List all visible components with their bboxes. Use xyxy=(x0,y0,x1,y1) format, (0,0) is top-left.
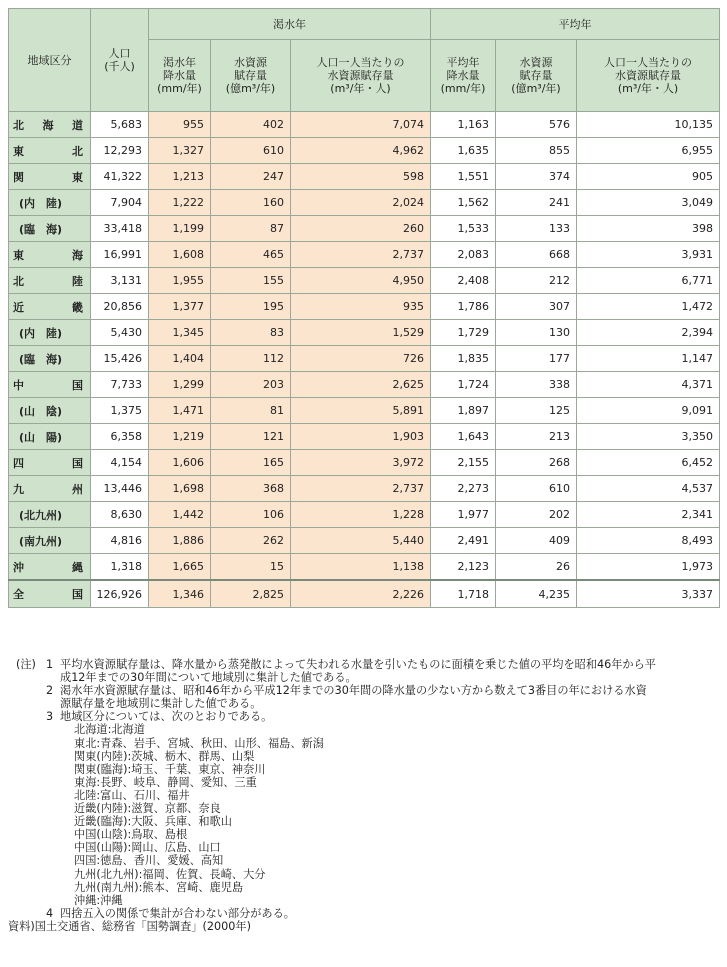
cell-pop: 16,991 xyxy=(91,242,149,268)
cell-avg-storage: 133 xyxy=(496,216,577,242)
cell-dry-storage: 203 xyxy=(211,372,291,398)
cell-avg-storage: 374 xyxy=(496,164,577,190)
cell-pop: 6,358 xyxy=(91,424,149,450)
cell-avg-precip: 2,491 xyxy=(431,528,496,554)
region-cell: 中 国 xyxy=(9,372,91,398)
cell-dry-per-capita: 2,737 xyxy=(291,242,431,268)
cell-dry-per-capita: 1,903 xyxy=(291,424,431,450)
cell-avg-per-capita: 10,135 xyxy=(577,112,720,138)
table-row xyxy=(9,164,720,190)
cell-avg-precip: 1,533 xyxy=(431,216,496,242)
region-cell: 九 州 xyxy=(9,476,91,502)
cell-pop: 126,926 xyxy=(91,580,149,608)
table-row xyxy=(9,398,720,424)
region-cell: 四 国 xyxy=(9,450,91,476)
cell-dry-precip: 1,346 xyxy=(149,580,211,608)
table-row xyxy=(9,424,720,450)
cell-dry-storage: 87 xyxy=(211,216,291,242)
document-page xyxy=(8,8,719,933)
table-row xyxy=(9,216,720,242)
region-definition: 九州(北九州):福岡、佐賀、長崎、大分 xyxy=(74,867,266,881)
cell-dry-storage: 165 xyxy=(211,450,291,476)
cell-avg-storage: 202 xyxy=(496,502,577,528)
cell-dry-per-capita: 260 xyxy=(291,216,431,242)
region-cell: 関 東 xyxy=(9,164,91,190)
table-row xyxy=(9,476,720,502)
cell-avg-storage: 26 xyxy=(496,554,577,581)
cell-dry-per-capita: 1,138 xyxy=(291,554,431,581)
cell-avg-per-capita: 398 xyxy=(577,216,720,242)
header-dry-precip: 渇水年 降水量 (mm/年) xyxy=(149,40,211,112)
cell-pop: 7,904 xyxy=(91,190,149,216)
region-cell: 東 北 xyxy=(9,138,91,164)
cell-avg-precip: 1,635 xyxy=(431,138,496,164)
cell-dry-storage: 155 xyxy=(211,268,291,294)
table-row xyxy=(9,190,720,216)
region-definition: 北陸:富山、石川、福井 xyxy=(74,788,190,802)
header-avg-per-capita: 人口一人当たりの 水資源賦存量 (m³/年・人) xyxy=(577,40,720,112)
cell-dry-storage: 402 xyxy=(211,112,291,138)
cell-avg-precip: 1,835 xyxy=(431,346,496,372)
header-drought-year: 渇水年 xyxy=(149,9,431,40)
cell-dry-storage: 368 xyxy=(211,476,291,502)
cell-dry-precip: 1,213 xyxy=(149,164,211,190)
cell-dry-precip: 1,377 xyxy=(149,294,211,320)
cell-avg-per-capita: 3,337 xyxy=(577,580,720,608)
header-region: 地域区分 xyxy=(9,9,91,112)
cell-avg-precip: 1,977 xyxy=(431,502,496,528)
cell-avg-precip: 1,562 xyxy=(431,190,496,216)
header-average-year: 平均年 xyxy=(431,9,720,40)
region-cell: (内 陸) xyxy=(9,320,91,346)
region-cell: (臨 海) xyxy=(9,346,91,372)
header-population: 人口 (千人) xyxy=(91,9,149,112)
table-row xyxy=(9,554,720,581)
cell-avg-per-capita: 2,341 xyxy=(577,502,720,528)
table-row xyxy=(9,112,720,138)
cell-pop: 7,733 xyxy=(91,372,149,398)
region-definition: 関東(臨海):埼玉、千葉、東京、神奈川 xyxy=(74,762,266,776)
region-cell: (臨 海) xyxy=(9,216,91,242)
cell-avg-precip: 1,897 xyxy=(431,398,496,424)
cell-avg-storage: 241 xyxy=(496,190,577,216)
cell-dry-per-capita: 4,950 xyxy=(291,268,431,294)
cell-dry-storage: 195 xyxy=(211,294,291,320)
region-cell: (山 陰) xyxy=(9,398,91,424)
cell-dry-storage: 112 xyxy=(211,346,291,372)
note-line: 3 地域区分については、次のとおりである。 xyxy=(46,710,273,724)
table-row xyxy=(9,138,720,164)
cell-dry-precip: 1,955 xyxy=(149,268,211,294)
table-row xyxy=(9,346,720,372)
cell-dry-storage: 262 xyxy=(211,528,291,554)
cell-avg-per-capita: 3,350 xyxy=(577,424,720,450)
cell-dry-per-capita: 1,529 xyxy=(291,320,431,346)
region-cell: 近 畿 xyxy=(9,294,91,320)
cell-dry-precip: 1,698 xyxy=(149,476,211,502)
cell-pop: 41,322 xyxy=(91,164,149,190)
cell-dry-storage: 81 xyxy=(211,398,291,424)
cell-dry-storage: 465 xyxy=(211,242,291,268)
water-resources-table xyxy=(8,8,720,608)
cell-dry-per-capita: 726 xyxy=(291,346,431,372)
cell-avg-precip: 2,083 xyxy=(431,242,496,268)
cell-pop: 5,683 xyxy=(91,112,149,138)
cell-avg-storage: 125 xyxy=(496,398,577,424)
cell-avg-per-capita: 3,931 xyxy=(577,242,720,268)
region-cell: (南九州) xyxy=(9,528,91,554)
table-row xyxy=(9,320,720,346)
region-definition: 東北:青森、岩手、宮城、秋田、山形、福島、新潟 xyxy=(74,736,324,750)
cell-avg-storage: 268 xyxy=(496,450,577,476)
cell-avg-precip: 1,786 xyxy=(431,294,496,320)
region-cell: (山 陽) xyxy=(9,424,91,450)
cell-dry-precip: 1,327 xyxy=(149,138,211,164)
note-line: 4 四捨五入の関係で集計が合わない部分がある。 xyxy=(46,906,295,920)
region-cell: (内 陸) xyxy=(9,190,91,216)
cell-pop: 8,630 xyxy=(91,502,149,528)
header-dry-per-capita: 人口一人当たりの 水資源賦存量 (m³/年・人) xyxy=(291,40,431,112)
region-cell: 東 海 xyxy=(9,242,91,268)
cell-pop: 20,856 xyxy=(91,294,149,320)
note-line: 源賦存量を地域別に集計した値である。 xyxy=(60,697,262,711)
cell-avg-precip: 2,408 xyxy=(431,268,496,294)
cell-avg-storage: 130 xyxy=(496,320,577,346)
cell-pop: 12,293 xyxy=(91,138,149,164)
cell-avg-per-capita: 3,049 xyxy=(577,190,720,216)
cell-avg-precip: 2,123 xyxy=(431,554,496,581)
cell-pop: 15,426 xyxy=(91,346,149,372)
table-row xyxy=(9,372,720,398)
cell-avg-precip: 1,729 xyxy=(431,320,496,346)
cell-avg-per-capita: 9,091 xyxy=(577,398,720,424)
cell-pop: 3,131 xyxy=(91,268,149,294)
table-row xyxy=(9,528,720,554)
cell-avg-storage: 213 xyxy=(496,424,577,450)
cell-dry-storage: 106 xyxy=(211,502,291,528)
table-row-total xyxy=(9,580,720,608)
source-note: 資料)国土交通省、総務省「国勢調査」(2000年) xyxy=(8,919,251,933)
cell-dry-storage: 160 xyxy=(211,190,291,216)
cell-dry-precip: 1,299 xyxy=(149,372,211,398)
cell-dry-precip: 1,219 xyxy=(149,424,211,450)
cell-avg-per-capita: 6,452 xyxy=(577,450,720,476)
cell-avg-precip: 2,273 xyxy=(431,476,496,502)
cell-avg-per-capita: 905 xyxy=(577,164,720,190)
table-row xyxy=(9,294,720,320)
region-definition: 関東(内陸):茨城、栃木、群馬、山梨 xyxy=(74,749,255,763)
cell-avg-per-capita: 6,955 xyxy=(577,138,720,164)
cell-dry-precip: 1,665 xyxy=(149,554,211,581)
cell-avg-per-capita: 4,537 xyxy=(577,476,720,502)
region-definition: 四国:徳島、香川、愛媛、高知 xyxy=(74,854,224,868)
cell-dry-per-capita: 2,625 xyxy=(291,372,431,398)
region-definition: 北海道:北海道 xyxy=(74,723,145,737)
header-avg-storage: 水資源 賦存量 (億m³/年) xyxy=(496,40,577,112)
header-dry-storage: 水資源 賦存量 (億m³/年) xyxy=(211,40,291,112)
region-cell: 全 国 xyxy=(9,580,91,608)
region-cell: (北九州) xyxy=(9,502,91,528)
cell-dry-precip: 1,404 xyxy=(149,346,211,372)
cell-dry-per-capita: 4,962 xyxy=(291,138,431,164)
cell-avg-storage: 576 xyxy=(496,112,577,138)
region-cell: 沖 縄 xyxy=(9,554,91,581)
header-avg-precip: 平均年 降水量 (mm/年) xyxy=(431,40,496,112)
cell-avg-storage: 177 xyxy=(496,346,577,372)
cell-pop: 5,430 xyxy=(91,320,149,346)
cell-avg-precip: 1,724 xyxy=(431,372,496,398)
region-definition: 中国(山陰):鳥取、島根 xyxy=(74,828,188,842)
region-definition: 近畿(内陸):滋賀、京都、奈良 xyxy=(74,802,221,816)
cell-dry-precip: 1,886 xyxy=(149,528,211,554)
note-line: 2 渇水年水資源賦存量は、昭和46年から平成12年までの30年間の降水量の少ない方から数えて3番目の年における水資 xyxy=(46,684,647,698)
cell-dry-per-capita: 3,972 xyxy=(291,450,431,476)
cell-avg-storage: 409 xyxy=(496,528,577,554)
notes xyxy=(8,658,727,933)
cell-pop: 33,418 xyxy=(91,216,149,242)
cell-pop: 13,446 xyxy=(91,476,149,502)
cell-avg-precip: 1,163 xyxy=(431,112,496,138)
region-definition: 沖縄:沖縄 xyxy=(74,893,123,907)
cell-dry-precip: 1,199 xyxy=(149,216,211,242)
cell-avg-precip: 1,643 xyxy=(431,424,496,450)
cell-dry-storage: 15 xyxy=(211,554,291,581)
cell-dry-precip: 1,471 xyxy=(149,398,211,424)
cell-avg-per-capita: 4,371 xyxy=(577,372,720,398)
cell-avg-per-capita: 8,493 xyxy=(577,528,720,554)
region-cell: 北 陸 xyxy=(9,268,91,294)
cell-avg-storage: 610 xyxy=(496,476,577,502)
table-row xyxy=(9,502,720,528)
region-definition: 九州(南九州):熊本、宮崎、鹿児島 xyxy=(74,880,244,894)
region-definition: 中国(山陽):岡山、広島、山口 xyxy=(74,841,221,855)
cell-dry-precip: 1,608 xyxy=(149,242,211,268)
cell-dry-precip: 1,345 xyxy=(149,320,211,346)
cell-avg-storage: 307 xyxy=(496,294,577,320)
cell-dry-precip: 1,222 xyxy=(149,190,211,216)
cell-dry-per-capita: 7,074 xyxy=(291,112,431,138)
cell-dry-per-capita: 5,440 xyxy=(291,528,431,554)
cell-avg-storage: 338 xyxy=(496,372,577,398)
cell-dry-per-capita: 935 xyxy=(291,294,431,320)
cell-avg-storage: 855 xyxy=(496,138,577,164)
cell-avg-precip: 1,551 xyxy=(431,164,496,190)
cell-avg-per-capita: 1,147 xyxy=(577,346,720,372)
cell-avg-per-capita: 6,771 xyxy=(577,268,720,294)
cell-dry-precip: 1,442 xyxy=(149,502,211,528)
cell-dry-per-capita: 2,024 xyxy=(291,190,431,216)
region-definition: 東海:長野、岐阜、静岡、愛知、三重 xyxy=(74,775,257,789)
cell-dry-precip: 955 xyxy=(149,112,211,138)
cell-dry-per-capita: 2,226 xyxy=(291,580,431,608)
note-line: 成12年までの30年間について地域別に集計した値である。 xyxy=(60,671,357,685)
cell-pop: 1,375 xyxy=(91,398,149,424)
cell-avg-precip: 1,718 xyxy=(431,580,496,608)
cell-pop: 4,154 xyxy=(91,450,149,476)
table-row xyxy=(9,268,720,294)
cell-dry-per-capita: 598 xyxy=(291,164,431,190)
cell-avg-precip: 2,155 xyxy=(431,450,496,476)
table-body xyxy=(9,112,720,608)
cell-avg-per-capita: 1,973 xyxy=(577,554,720,581)
cell-avg-per-capita: 2,394 xyxy=(577,320,720,346)
cell-avg-per-capita: 1,472 xyxy=(577,294,720,320)
region-cell: 北 海 道 xyxy=(9,112,91,138)
cell-dry-precip: 1,606 xyxy=(149,450,211,476)
cell-dry-storage: 2,825 xyxy=(211,580,291,608)
cell-dry-storage: 610 xyxy=(211,138,291,164)
cell-pop: 1,318 xyxy=(91,554,149,581)
region-definition: 近畿(臨海):大阪、兵庫、和歌山 xyxy=(74,815,232,829)
cell-avg-storage: 4,235 xyxy=(496,580,577,608)
cell-dry-per-capita: 2,737 xyxy=(291,476,431,502)
cell-dry-storage: 247 xyxy=(211,164,291,190)
cell-dry-storage: 83 xyxy=(211,320,291,346)
cell-dry-per-capita: 5,891 xyxy=(291,398,431,424)
cell-dry-per-capita: 1,228 xyxy=(291,502,431,528)
cell-pop: 4,816 xyxy=(91,528,149,554)
table-row xyxy=(9,450,720,476)
table-row xyxy=(9,242,720,268)
note-line: (注) 1 平均水資源賦存量は、降水量から蒸発散によって失われる水量を引いたものに面積を乗じた値の平均を昭和46年から平 xyxy=(16,658,656,671)
cell-avg-storage: 212 xyxy=(496,268,577,294)
cell-dry-storage: 121 xyxy=(211,424,291,450)
cell-avg-storage: 668 xyxy=(496,242,577,268)
